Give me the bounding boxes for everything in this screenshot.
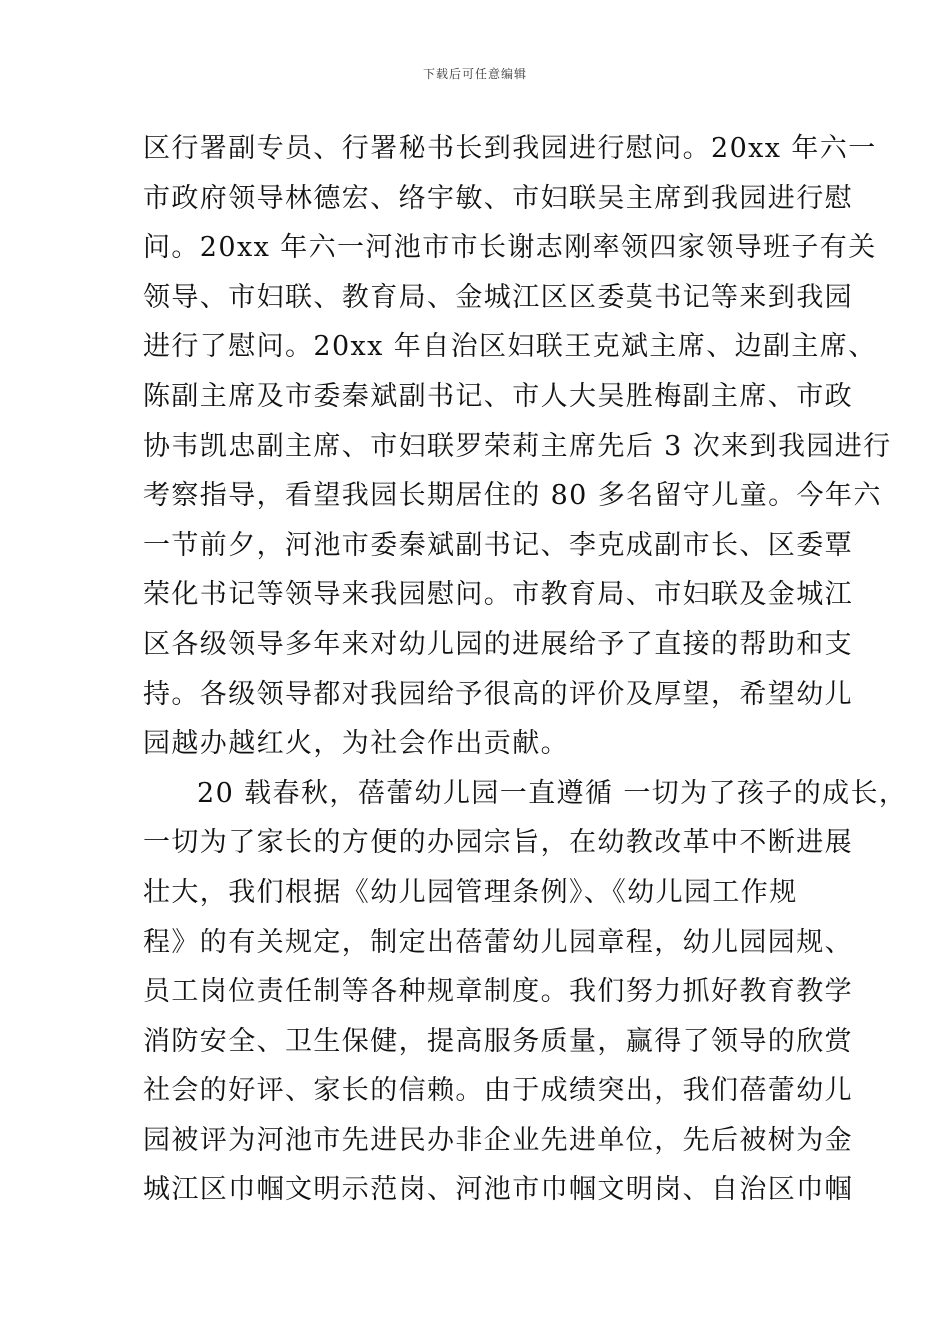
text-line: 进行了慰问。20xx 年自治区妇联王克斌主席、边副主席、 <box>143 331 877 363</box>
text-line: 领导、市妇联、教育局、金城江区区委莫书记等来到我园 <box>143 281 853 313</box>
text-line: 园越办越红火，为社会作出贡献。 <box>143 728 569 760</box>
text-line: 市政府领导林德宏、络宇敏、市妇联吴主席到我园进行慰 <box>143 182 853 214</box>
text-line: 持。各级领导都对我园给予很高的评价及厚望，希望幼儿 <box>143 678 853 710</box>
text-line: 社会的好评、家长的信赖。由于成绩突出，我们蓓蕾幼儿 <box>143 1075 853 1107</box>
document-body <box>143 124 908 1215</box>
header-note: 下载后可任意编辑 <box>422 67 527 81</box>
text-line: 消防安全、卫生保健，提高服务质量，赢得了领导的欣赏 <box>143 1025 853 1057</box>
text-line: 程》的有关规定，制定出蓓蕾幼儿园章程，幼儿园园规、 <box>143 926 853 958</box>
text-line: 协韦凯忠副主席、市妇联罗荣莉主席先后 3 次来到我园进行 <box>143 430 892 462</box>
paragraph-first-line: 20 载春秋，蓓蕾幼儿园一直遵循 一切为了孩子的成长， <box>197 777 908 809</box>
text-line: 壮大，我们根据《幼儿园管理条例》、《幼儿园工作规 <box>143 876 798 908</box>
text-line: 考察指导，看望我园长期居住的 80 多名留守儿童。今年六 <box>143 480 882 512</box>
text-line: 区各级领导多年来对幼儿园的进展给予了直接的帮助和支 <box>143 628 853 660</box>
text-line: 荣化书记等领导来我园慰问。市教育局、市妇联及金城江 <box>143 579 853 611</box>
text-line: 员工岗位责任制等各种规章制度。我们努力抓好教育教学 <box>143 976 853 1008</box>
text-line: 园被评为河池市先进民办非企业先进单位，先后被树为金 <box>143 1124 853 1156</box>
text-line: 一节前夕，河池市委秦斌副书记、李克成副市长、区委覃 <box>143 529 853 561</box>
text-line: 一切为了家长的方便的办园宗旨，在幼教改革中不断进展 <box>143 827 853 859</box>
text-line: 城江区巾帼文明示范岗、河池市巾帼文明岗、自治区巾帼 <box>143 1174 853 1206</box>
text-line: 陈副主席及市委秦斌副书记、市人大吴胜梅副主席、市政 <box>143 380 853 412</box>
text-line: 问。20xx 年六一河池市市长谢志刚率领四家领导班子有关 <box>143 232 877 264</box>
text-line: 区行署副专员、行署秘书长到我园进行慰问。20xx 年六一 <box>143 133 877 164</box>
